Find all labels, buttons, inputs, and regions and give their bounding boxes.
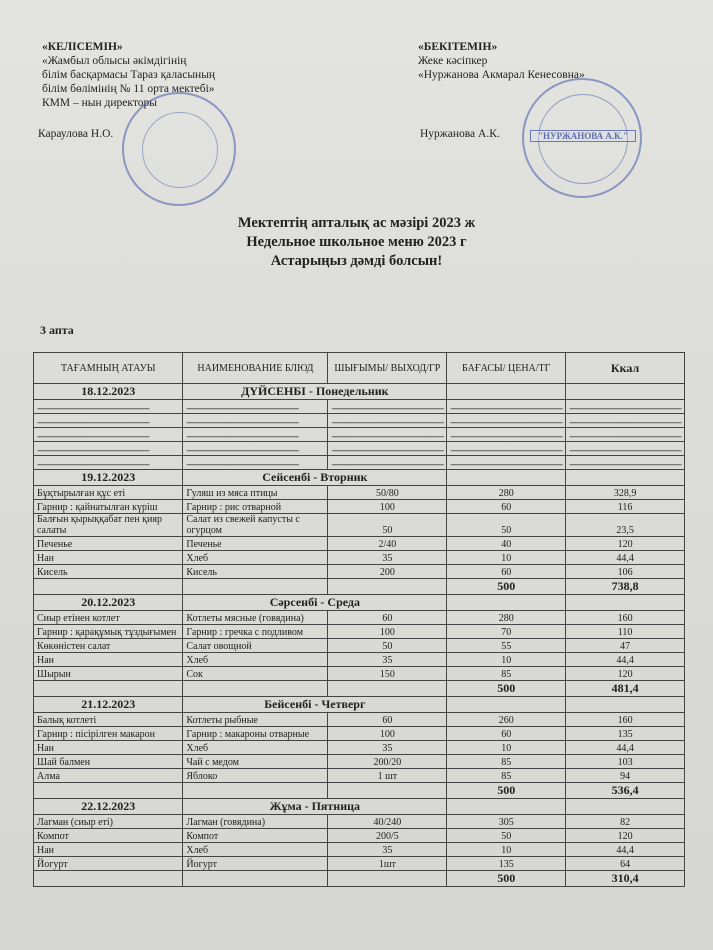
- dish-kcal: 23,5: [566, 514, 685, 537]
- dish-kcal: 82: [566, 815, 685, 829]
- dish-name-ru: Гуляш из мяса птицы: [183, 486, 328, 500]
- day-name: Бейсенбі - Четверг: [183, 697, 447, 713]
- dish-name-kz: Гарнир : қарақұмық тұздығымен: [34, 625, 183, 639]
- table-row: [34, 486, 685, 500]
- dish-name-ru: Хлеб: [183, 653, 328, 667]
- total-empty: [34, 783, 183, 799]
- total-empty: [328, 783, 447, 799]
- dish-name-ru: Гарнир : макароны отварные: [183, 727, 328, 741]
- dish-name-kz: Кисель: [34, 565, 183, 579]
- dish-output: 200: [328, 565, 447, 579]
- dish-output: 100: [328, 500, 447, 514]
- day-empty: [566, 799, 685, 815]
- day-empty: [566, 697, 685, 713]
- col-price: БАҒАСЫ/ ЦЕНА/ТГ: [447, 353, 566, 384]
- day-empty: [447, 799, 566, 815]
- day-row: [34, 595, 685, 611]
- table-row: [34, 653, 685, 667]
- dish-name-ru: Салат овощной: [183, 639, 328, 653]
- day-row: [34, 384, 685, 400]
- dash-cell: --------------------------------------------------------: [328, 456, 447, 470]
- dish-name-ru: Хлеб: [183, 741, 328, 755]
- dish-price: 50: [447, 829, 566, 843]
- dish-price: 85: [447, 755, 566, 769]
- dish-kcal: 106: [566, 565, 685, 579]
- dish-kcal: 94: [566, 769, 685, 783]
- total-kcal: 310,4: [566, 871, 685, 887]
- dish-price: 305: [447, 815, 566, 829]
- dish-name-kz: Нан: [34, 843, 183, 857]
- day-row: [34, 799, 685, 815]
- dish-output: 40/240: [328, 815, 447, 829]
- dash-cell: --------------------------------------------------------: [447, 414, 566, 428]
- dish-name-ru: Хлеб: [183, 843, 328, 857]
- dish-output: 60: [328, 611, 447, 625]
- total-empty: [34, 871, 183, 887]
- dish-name-kz: Балық котлеті: [34, 713, 183, 727]
- dish-kcal: 110: [566, 625, 685, 639]
- day-empty: [566, 470, 685, 486]
- dish-name-kz: Шай балмен: [34, 755, 183, 769]
- dish-kcal: 64: [566, 857, 685, 871]
- dish-price: 135: [447, 857, 566, 871]
- table-row: [34, 639, 685, 653]
- dish-name-kz: Сиыр етінен котлет: [34, 611, 183, 625]
- day-empty: [566, 595, 685, 611]
- dish-name-kz: Бұқтырылған құс еті: [34, 486, 183, 500]
- dish-output: 60: [328, 713, 447, 727]
- dish-kcal: 103: [566, 755, 685, 769]
- dash-cell: --------------------------------------------------------: [566, 442, 685, 456]
- dash-cell: --------------------------------------------------------: [183, 442, 328, 456]
- menu-titles: [0, 214, 713, 271]
- dish-output: 100: [328, 625, 447, 639]
- dish-output: 50/80: [328, 486, 447, 500]
- day-empty: [447, 384, 566, 400]
- title-kz: Мектептің апталық ас мәзірі 2023 ж: [237, 215, 476, 231]
- dash-cell: --------------------------------------------------------: [566, 414, 685, 428]
- dish-output: 1шт: [328, 857, 447, 871]
- dish-output: 200/5: [328, 829, 447, 843]
- total-empty: [328, 871, 447, 887]
- dish-kcal: 47: [566, 639, 685, 653]
- menu-body: [34, 384, 685, 887]
- entrepreneur-seal: [522, 78, 642, 198]
- dish-name-ru: Салат из свежей капусты с огурцом: [183, 514, 328, 537]
- day-empty: [447, 470, 566, 486]
- agreed-line-2: білім басқармасы Тараз қаласының: [42, 69, 216, 81]
- dash-cell: --------------------------------------------------------: [183, 400, 328, 414]
- dish-kcal: 116: [566, 500, 685, 514]
- dish-output: 200/20: [328, 755, 447, 769]
- dish-price: 85: [447, 667, 566, 681]
- total-row: [34, 681, 685, 697]
- dish-name-ru: Чай с медом: [183, 755, 328, 769]
- dish-price: 50: [447, 514, 566, 537]
- dish-kcal: 160: [566, 713, 685, 727]
- dash-cell: --------------------------------------------------------: [566, 428, 685, 442]
- dish-output: 100: [328, 727, 447, 741]
- total-empty: [328, 579, 447, 595]
- dish-name-ru: Хлеб: [183, 551, 328, 565]
- dish-name-kz: Нан: [34, 653, 183, 667]
- total-empty: [183, 783, 328, 799]
- dash-cell: --------------------------------------------------------: [328, 442, 447, 456]
- dash-cell: --------------------------------------------------------: [34, 414, 183, 428]
- table-row: [34, 551, 685, 565]
- dash-cell: --------------------------------------------------------: [447, 456, 566, 470]
- signature-left: Караулова Н.О.: [38, 128, 114, 140]
- dish-price: 40: [447, 537, 566, 551]
- dish-name-kz: Балғын қырыққабат пен қияр салаты: [34, 514, 183, 537]
- school-seal: [122, 92, 236, 206]
- dash-cell: --------------------------------------------------------: [328, 428, 447, 442]
- signature-right: Нуржанова А.К.: [420, 128, 500, 140]
- col-name-ru: НАИМЕНОВАНИЕ БЛЮД: [183, 353, 328, 384]
- table-row: [34, 741, 685, 755]
- col-kcal: Ккал: [566, 353, 685, 384]
- total-price: 500: [447, 871, 566, 887]
- table-row: [34, 815, 685, 829]
- total-empty: [34, 681, 183, 697]
- dish-price: 70: [447, 625, 566, 639]
- table-row: [34, 565, 685, 579]
- blank-row: [34, 442, 685, 456]
- dish-name-kz: Шырын: [34, 667, 183, 681]
- approved-line-1: Жеке кәсіпкер: [418, 55, 488, 67]
- dash-cell: --------------------------------------------------------: [34, 442, 183, 456]
- dish-name-kz: Көкөністен салат: [34, 639, 183, 653]
- day-date: 20.12.2023: [34, 595, 183, 611]
- dish-kcal: 120: [566, 829, 685, 843]
- title-ru: Недельное школьное меню 2023 г: [246, 234, 467, 250]
- dish-price: 60: [447, 565, 566, 579]
- dish-output: 35: [328, 843, 447, 857]
- dish-price: 60: [447, 727, 566, 741]
- blank-row: [34, 428, 685, 442]
- total-price: 500: [447, 681, 566, 697]
- dash-cell: --------------------------------------------------------: [328, 400, 447, 414]
- dish-name-ru: Котлеты рыбные: [183, 713, 328, 727]
- dash-cell: --------------------------------------------------------: [328, 414, 447, 428]
- agreed-line-4: КММ – нын директоры: [42, 97, 157, 109]
- day-empty: [566, 384, 685, 400]
- day-name: Жұма - Пятница: [183, 799, 447, 815]
- day-empty: [447, 697, 566, 713]
- dish-price: 10: [447, 653, 566, 667]
- dish-output: 1 шт: [328, 769, 447, 783]
- dish-name-ru: Компот: [183, 829, 328, 843]
- dash-cell: --------------------------------------------------------: [566, 456, 685, 470]
- dish-price: 280: [447, 611, 566, 625]
- agreed-title: «КЕЛІСЕМІН»: [42, 41, 123, 53]
- dish-output: 50: [328, 514, 447, 537]
- dish-name-ru: Котлеты мясные (говядина): [183, 611, 328, 625]
- dash-cell: --------------------------------------------------------: [34, 456, 183, 470]
- total-kcal: 738,8: [566, 579, 685, 595]
- dish-name-kz: Нан: [34, 741, 183, 755]
- dish-price: 260: [447, 713, 566, 727]
- dish-name-ru: Кисель: [183, 565, 328, 579]
- dish-name-ru: Лагман (говядина): [183, 815, 328, 829]
- dash-cell: --------------------------------------------------------: [183, 428, 328, 442]
- day-date: 19.12.2023: [34, 470, 183, 486]
- blank-row: [34, 414, 685, 428]
- approved-line-2: «Нуржанова Акмарал Кенесовна»: [418, 69, 585, 81]
- blank-row: [34, 400, 685, 414]
- table-row: [34, 769, 685, 783]
- dish-price: 85: [447, 769, 566, 783]
- total-empty: [328, 681, 447, 697]
- dish-name-kz: Лагман (сиыр еті): [34, 815, 183, 829]
- dash-cell: --------------------------------------------------------: [447, 428, 566, 442]
- day-row: [34, 697, 685, 713]
- total-row: [34, 871, 685, 887]
- table-row: [34, 755, 685, 769]
- dish-kcal: 160: [566, 611, 685, 625]
- dish-name-ru: Печенье: [183, 537, 328, 551]
- approval-right-block: [418, 40, 678, 82]
- dash-cell: --------------------------------------------------------: [34, 400, 183, 414]
- dish-kcal: 120: [566, 667, 685, 681]
- table-row: [34, 611, 685, 625]
- week-label: 3 апта: [40, 323, 74, 337]
- dish-price: 10: [447, 741, 566, 755]
- table-row: [34, 857, 685, 871]
- agreed-line-1: «Жамбыл облысы әкімдігінің: [42, 55, 187, 67]
- dish-name-kz: Компот: [34, 829, 183, 843]
- approved-title: «БЕКІТЕМІН»: [418, 41, 498, 53]
- dish-price: 55: [447, 639, 566, 653]
- dish-kcal: 44,4: [566, 551, 685, 565]
- table-row: [34, 500, 685, 514]
- dish-name-kz: Печенье: [34, 537, 183, 551]
- agreed-line-3: білім бөлімінің № 11 орта мектебі»: [42, 83, 215, 95]
- total-empty: [183, 681, 328, 697]
- dish-name-ru: Гарнир : гречка с подливом: [183, 625, 328, 639]
- total-price: 500: [447, 783, 566, 799]
- day-date: 18.12.2023: [34, 384, 183, 400]
- dish-price: 280: [447, 486, 566, 500]
- dish-price: 10: [447, 843, 566, 857]
- table-header: [34, 353, 685, 384]
- table-row: [34, 843, 685, 857]
- total-row: [34, 783, 685, 799]
- dish-name-ru: Йогурт: [183, 857, 328, 871]
- day-row: [34, 470, 685, 486]
- seal-name: "НУРЖАНОВА А.К.": [530, 130, 636, 142]
- total-kcal: 481,4: [566, 681, 685, 697]
- dish-output: 50: [328, 639, 447, 653]
- day-date: 22.12.2023: [34, 799, 183, 815]
- table-row: [34, 537, 685, 551]
- col-output: ШЫҒЫМЫ/ ВЫХОД/ГР: [328, 353, 447, 384]
- dish-kcal: 120: [566, 537, 685, 551]
- dash-cell: --------------------------------------------------------: [447, 442, 566, 456]
- day-empty: [447, 595, 566, 611]
- total-kcal: 536,4: [566, 783, 685, 799]
- day-date: 21.12.2023: [34, 697, 183, 713]
- dash-cell: --------------------------------------------------------: [447, 400, 566, 414]
- dish-kcal: 44,4: [566, 653, 685, 667]
- table-row: [34, 829, 685, 843]
- dish-name-kz: Йогурт: [34, 857, 183, 871]
- dish-kcal: 135: [566, 727, 685, 741]
- dish-name-kz: Алма: [34, 769, 183, 783]
- blank-row: [34, 456, 685, 470]
- total-empty: [183, 579, 328, 595]
- menu-table: [33, 352, 685, 887]
- day-name: Сейсенбі - Вторник: [183, 470, 447, 486]
- total-price: 500: [447, 579, 566, 595]
- dish-kcal: 328,9: [566, 486, 685, 500]
- dash-cell: --------------------------------------------------------: [183, 456, 328, 470]
- dash-cell: --------------------------------------------------------: [566, 400, 685, 414]
- table-row: [34, 667, 685, 681]
- dish-name-ru: Сок: [183, 667, 328, 681]
- table-row: [34, 514, 685, 537]
- dish-output: 35: [328, 741, 447, 755]
- dish-price: 60: [447, 500, 566, 514]
- dish-name-ru: Гарнир : рис отварной: [183, 500, 328, 514]
- dash-cell: --------------------------------------------------------: [34, 428, 183, 442]
- day-name: ДҮЙСЕНБІ - Понедельник: [183, 384, 447, 400]
- col-name-kz: ТАҒАМНЫҢ АТАУЫ: [34, 353, 183, 384]
- dish-kcal: 44,4: [566, 741, 685, 755]
- total-empty: [34, 579, 183, 595]
- dish-kcal: 44,4: [566, 843, 685, 857]
- dish-name-kz: Нан: [34, 551, 183, 565]
- dish-output: 2/40: [328, 537, 447, 551]
- total-row: [34, 579, 685, 595]
- dish-name-ru: Яблоко: [183, 769, 328, 783]
- dish-name-kz: Гарнир : пісірілген макарон: [34, 727, 183, 741]
- dish-output: 150: [328, 667, 447, 681]
- dish-price: 10: [447, 551, 566, 565]
- day-name: Сәрсенбі - Среда: [183, 595, 447, 611]
- dish-output: 35: [328, 551, 447, 565]
- title-wish: Астарыңыз дәмді болсын!: [270, 253, 443, 269]
- table-row: [34, 727, 685, 741]
- table-row: [34, 625, 685, 639]
- dish-output: 35: [328, 653, 447, 667]
- table-row: [34, 713, 685, 727]
- total-empty: [183, 871, 328, 887]
- dish-name-kz: Гарнир : қайнатылған күріш: [34, 500, 183, 514]
- dash-cell: --------------------------------------------------------: [183, 414, 328, 428]
